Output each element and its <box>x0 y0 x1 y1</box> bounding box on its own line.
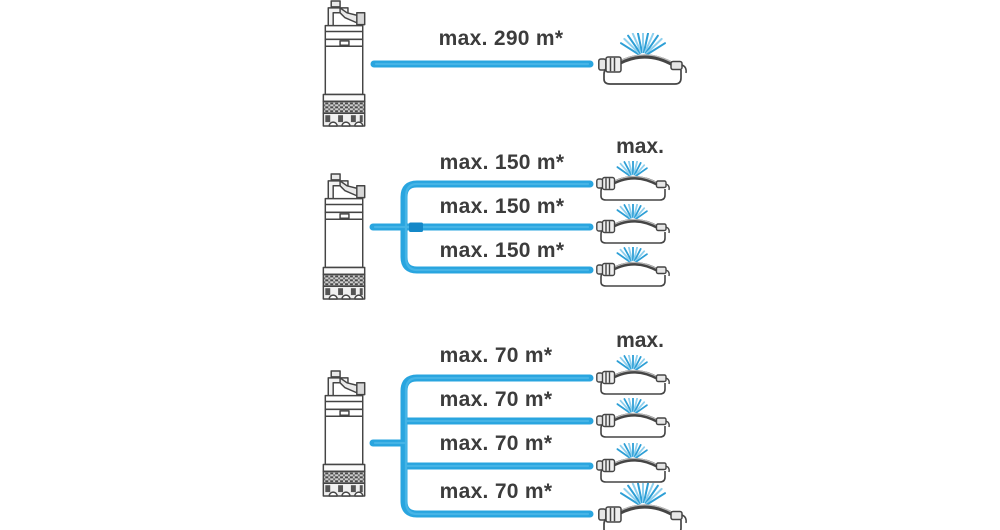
branch-length-label: max. 290 m* <box>438 27 564 50</box>
branch-length-label: max. 70 m* <box>439 344 553 367</box>
pipe-joint <box>409 223 423 233</box>
submersible-pump-icon <box>320 0 370 128</box>
branch-length-label: max. 150 m* <box>439 239 565 262</box>
sprinkler-max-label: max. <box>616 135 664 158</box>
submersible-pump-icon <box>320 370 370 498</box>
branch-length-label: max. 150 m* <box>439 195 565 218</box>
branch-length-label: max. 70 m* <box>439 388 553 411</box>
sprinkler-max-label: max. <box>616 329 664 352</box>
submersible-pump-icon <box>320 173 370 301</box>
branch-length-label: max. 70 m* <box>439 480 553 503</box>
branch-length-label: max. 70 m* <box>439 432 553 455</box>
branch-length-label: max. 150 m* <box>439 151 565 174</box>
